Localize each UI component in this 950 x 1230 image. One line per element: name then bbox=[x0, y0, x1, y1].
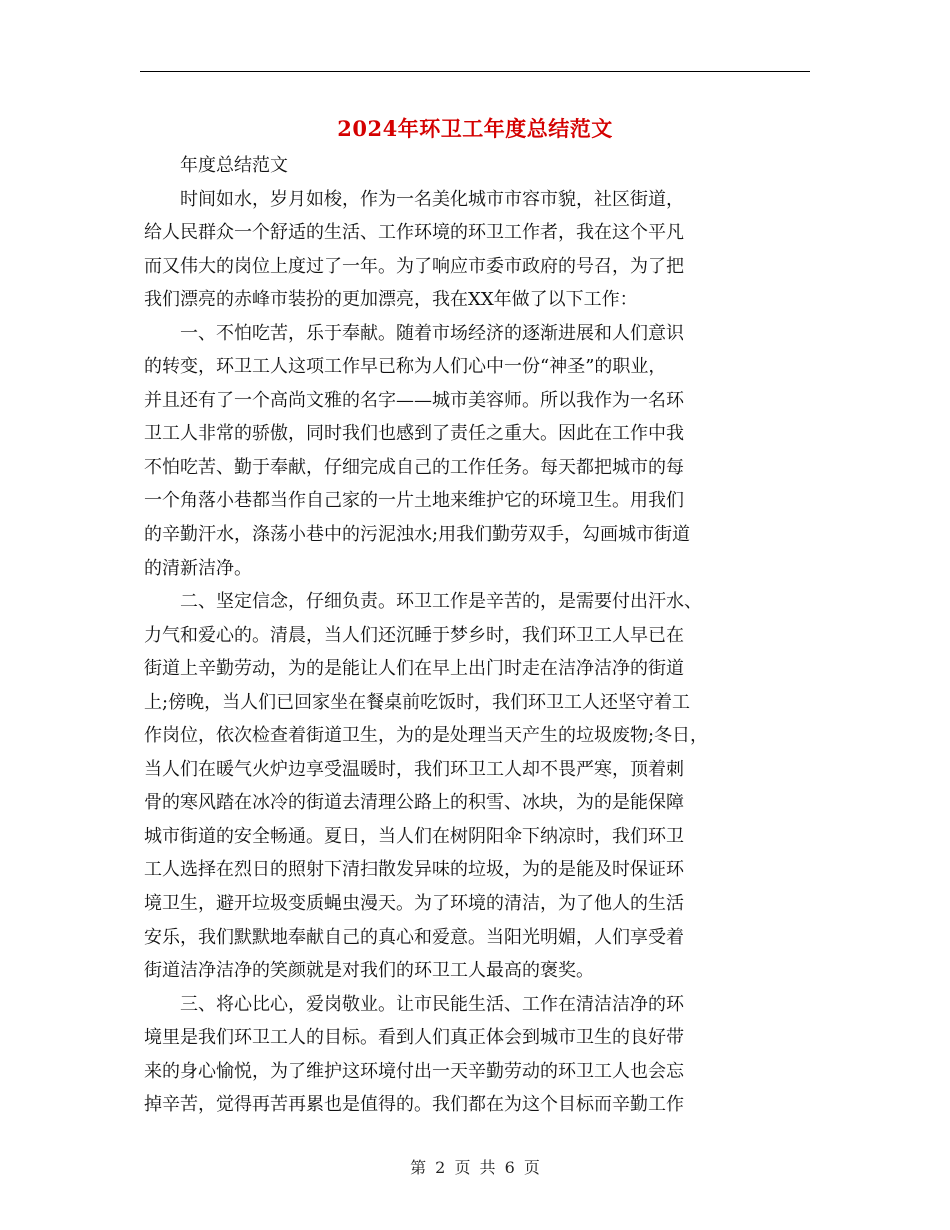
body-line: 境卫生，避开垃圾变质蝇虫漫天。为了环境的清洁，为了他人的生活 bbox=[144, 893, 684, 915]
body-line: 并且还有了一个高尚文雅的名字——城市美容师。所以我作为一名环 bbox=[144, 389, 684, 411]
body-line: 上;傍晚，当人们已回家坐在餐桌前吃饭时，我们环卫工人还坚守着工 bbox=[144, 691, 691, 713]
page-footer: 第 2 页 共 6 页 bbox=[410, 1158, 540, 1177]
body-line: 掉辛苦，觉得再苦再累也是值得的。我们都在为这个目标而辛勤工作 bbox=[144, 1094, 684, 1116]
body-line: 二、坚定信念，仔细负责。环卫工作是辛苦的，是需要付出汗水、 bbox=[144, 591, 702, 613]
header-rule bbox=[140, 71, 810, 72]
body-line: 工人选择在烈日的照射下清扫散发异味的垃圾，为的是能及时保证环 bbox=[144, 859, 684, 881]
body-line: 街道洁净洁净的笑颜就是对我们的环卫工人最高的褒奖。 bbox=[144, 960, 594, 982]
body-line: 时间如水，岁月如梭，作为一名美化城市市容市貌，社区街道， bbox=[144, 188, 684, 210]
body-line: 不怕吃苦、勤于奉献，仔细完成自己的工作任务。每天都把城市的每 bbox=[144, 456, 684, 478]
body-line: 一、不怕吃苦，乐于奉献。随着市场经济的逐渐进展和人们意识 bbox=[144, 322, 684, 344]
body-line: 的清新洁净。 bbox=[144, 557, 252, 579]
body-line: 城市街道的安全畅通。夏日，当人们在树阴阳伞下纳凉时，我们环卫 bbox=[144, 825, 684, 847]
body-line: 卫工人非常的骄傲，同时我们也感到了责任之重大。因此在工作中我 bbox=[144, 423, 684, 445]
body-line: 我们漂亮的赤峰市装扮的更加漂亮，我在XX年做了以下工作： bbox=[144, 289, 638, 311]
body-line: 年度总结范文 bbox=[144, 155, 288, 176]
body-line: 一个角落小巷都当作自己家的一片土地来维护它的环境卫生。用我们 bbox=[144, 490, 684, 512]
body-line: 给人民群众一个舒适的生活、工作环境的环卫工作者，我在这个平凡 bbox=[144, 222, 684, 244]
body-line: 境里是我们环卫工人的目标。看到人们真正体会到城市卫生的良好带 bbox=[144, 1027, 684, 1049]
document-body bbox=[144, 149, 810, 1122]
body-line: 的辛勤汗水，涤荡小巷中的污泥浊水;用我们勤劳双手，勾画城市街道 bbox=[144, 524, 691, 546]
body-line: 当人们在暖气火炉边享受温暖时，我们环卫工人却不畏严寒，顶着刺 bbox=[144, 758, 684, 780]
body-line: 安乐，我们默默地奉献自己的真心和爱意。当阳光明媚，人们享受着 bbox=[144, 926, 684, 948]
body-line: 街道上辛勤劳动，为的是能让人们在早上出门时走在洁净洁净的街道 bbox=[144, 658, 684, 680]
body-line: 骨的寒风踏在冰冷的街道去清理公路上的积雪、冰块，为的是能保障 bbox=[144, 792, 684, 814]
body-line: 三、将心比心，爱岗敬业。让市民能生活、工作在清洁洁净的环 bbox=[144, 993, 684, 1015]
body-line: 力气和爱心的。清晨，当人们还沉睡于梦乡时，我们环卫工人早已在 bbox=[144, 624, 684, 646]
body-line: 的转变，环卫工人这项工作早已称为人们心中一份“神圣”的职业， bbox=[144, 356, 667, 378]
body-line: 来的身心愉悦，为了维护这环境付出一天辛勤劳动的环卫工人也会忘 bbox=[144, 1060, 684, 1082]
body-line: 作岗位，依次检查着街道卫生，为的是处理当天产生的垃圾废物;冬日， bbox=[144, 725, 709, 747]
body-line: 而又伟大的岗位上度过了一年。为了响应市委市政府的号召，为了把 bbox=[144, 255, 684, 277]
document-title: 2024年环卫工年度总结范文 bbox=[337, 116, 613, 141]
